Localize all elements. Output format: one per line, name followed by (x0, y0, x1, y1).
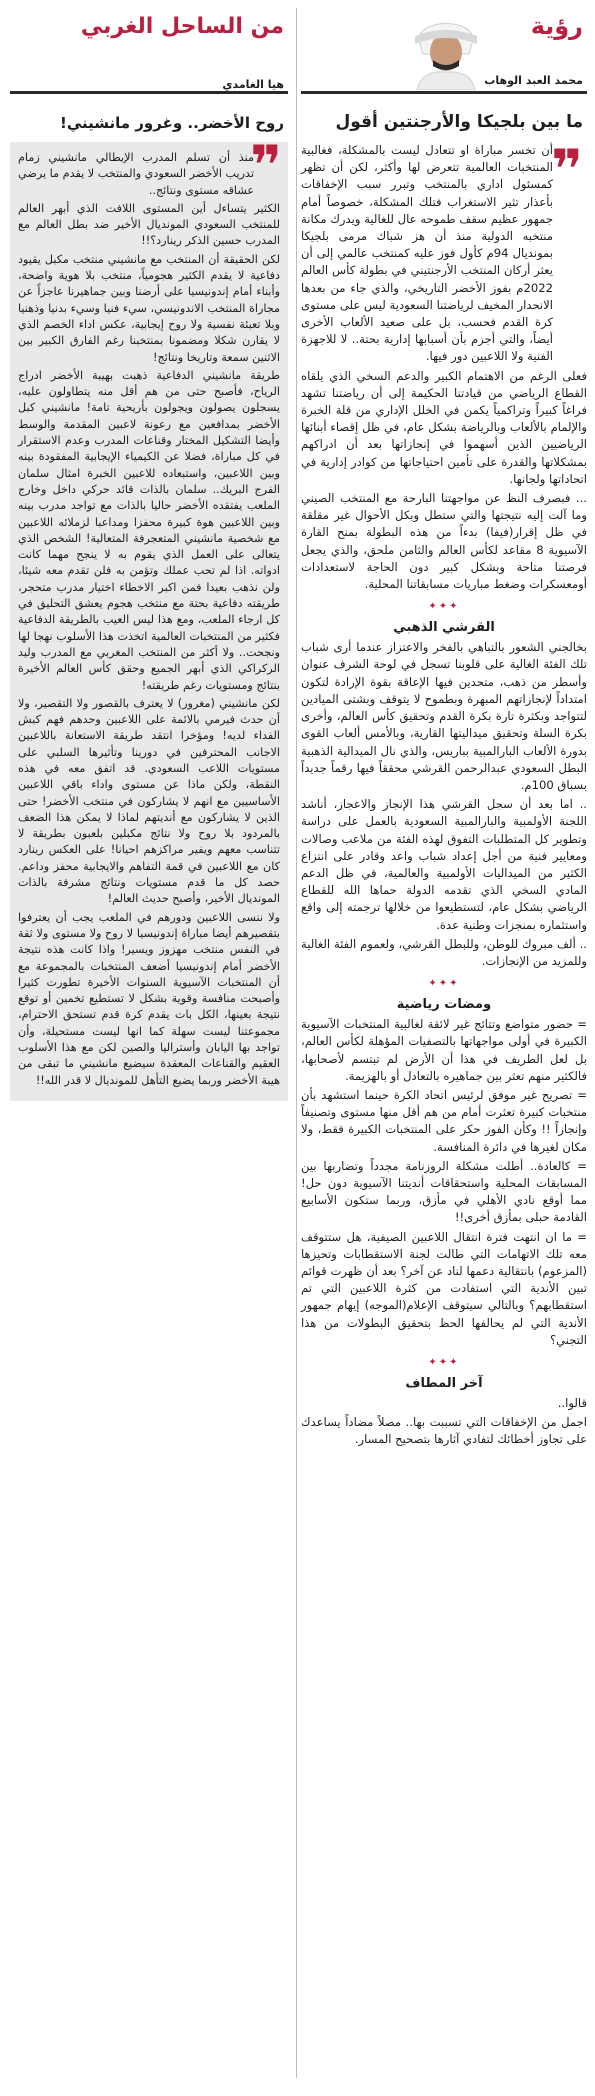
article-paragraph: ... فبصرف النظ عن مواجهتنا البارحة مع المنتخب الصيني وما آلت إليه نتيجتها والتي ستطل وبكل الأحوال غير مقلقة في ظل إقرار(فيفا) بدءاً من هذه البطولة بمنح القارة الآسيوية 8 مقاعد لكأس العالم والثامن ملحق، والذي يجعل فرصتنا متاحة وبشكل كبير دون الحاجة لاستعدادات أومعسكرات وضغط مباريات مسابقاتنا المحلية. (301, 491, 587, 592)
column-header (301, 8, 587, 94)
article-body (301, 138, 587, 366)
column-divider (296, 8, 297, 2078)
article-paragraph: بخالجني الشعور بالتباهي بالفخر والاعتزاز عندما أرى شباب تلك الفئة الغالية على قلوبنا تسجل في لوحة الشرف عنوان وأسطر من ذهب، متحدين فيها الإعاقة بقوة الإرادة لتكون امتداداً لإنجازاتهم المبهرة وبطموح لا يتوقف وبشتى الميادين لتتواجد وبكثرة تارة بكرة القدم وتحقيق كأس العالم، وأخرى بكرة السلة وتحقيق ميداليتها القارية، وبالأمس ألعاب القوى بدورة الألعاب البارالمبية بباريس، والذي نال الميدالية الذهبية البطل السعودي عبدالرحمن القرشي محققاً فيها رقماً جديداً بسباق 100م. (301, 640, 587, 792)
quote-mark-icon: ❞ (250, 134, 282, 197)
article-paragraph: اجمل من الإخفاقات التي تسببت بها.. مصلاً مضاداً يساعدك على تجاوز أخطائك لتفادي آثارها بتصحيح المسار. (301, 1415, 587, 1447)
article-paragraph: = كالعادة.. أطلت مشكلة الروزنامة مجدداً وتضاربها بين المسابقات المحلية واستحقاقات أنديتنا الآسيوية دون حل! مما أوقع نادي الأهلي في مأزق، وربما ستكون الأسابيع القادمة حبلى بمأزق أخرى!! (301, 1158, 587, 1225)
article-paragraph: = تصريح غير موفق لرئيس اتحاد الكرة حينما استشهد بأن منتخبات كبيرة تعثرت أمام من هم أقل منها مستوى وتصنيفاً وإنجازاً !! وكأن الفوز حكر على المنتخبات الكبيرة فقط، ولا مكان لغيرها في دائرة المنافسة. (301, 1087, 587, 1154)
column-author: هيا الغامدي (222, 78, 284, 91)
article-paragraph: ولا ننسى اللاعبين ودورهم في الملعب يجب أن يعترفوا بتقصيرهم أيضا مباراة إندونيسيا لا روح ولا مستوى ولا ثقة في النفس منتخب مهزوز ويسير! واذا كانت هذه نتيجة الأخضر أمام إندونيسيا أضعف المنتخبات بالمجموعة مع أن المنتخبات الآسيوية السنوات الأخيرة تطورت كثيرا وأصبحت منافسة وقوية بشكل لا تستطيع تخمين أو توقع نتيجة بعينها، الكل بات يقدم كرة قدم تستحق الاحترام، مجموعتنا ليست سهلة كما انها ليست مستحيلة، وأن تواجد بها اليابان وأستراليا والصين لكن مع هذا الأسلوب العقيم والقناعات المعقدة سيضيع مانشيني ما تبقى من هيبة الأخضر وربما يضيع التأهل للمونديال لا قدر الله!! (18, 910, 280, 1087)
article-paragraph: = حضور متواضع وتتائج غير لائقة لغالبية المنتخبات الآسيوية الكبيرة في أولى مواجهاتها بالتصفيات المؤهلة لكأس العالم، بل لعل الطريف في هذا أن الأرض لم تبتسم لأصحابها، فالكثير منهم تعثر بين جماهيره بالتعادل أو بالهزيمة. (301, 1017, 587, 1083)
article-paragraph: قالوا.. (557, 1396, 587, 1410)
quote-mark-icon: ❞ (551, 138, 583, 201)
column-kicker: من الساحل الغربي (80, 14, 284, 39)
column-vision (301, 8, 587, 1451)
column-west-coast (10, 8, 288, 1101)
subheading-flashes: ومضات رياضية (396, 997, 492, 1013)
article-paragraph: منذ أن تسلم المدرب الإيطالي مانشيني زمام تدريب الأخضر السعودي والمنتخب لا يقدم ما يرضي عشاقه مستوى ونتائج.. (18, 151, 254, 197)
article-paragraph: = ما ان انتهت فترة انتقال اللاعبين الصيفية، هل ستتوقف معه تلك الاتهامات التي طالت لجنة الاستقطابات وتحيزها (المزعوم) بانتقالية دعمها لناد عن آخر؟ بعد أن ظهرت قوائم تبين الأندية التي استفادت من كثرة اللاعبين التي تم استقطابهم؟ وبالتالي سيتوقف الإعلام(الموجه) إيهام جمهور الأندية التي لم يحالفها الحظ بتحقيق البطولات من هذا التجني؟ (301, 1229, 587, 1347)
article-body (10, 134, 288, 1101)
article-paragraph: لكن مانشيني (مغرور) لا يعترف بالقصور ولا التقصير، ولا أن حدث فيرمي بالائمة على اللاعبين وحدهم فهم كبش الفداء لديه! ومؤخرا انتقد طريقة الاستعانة باللاعبين الاجانب المحترفين في دورينا وتأثيرها السلبي على مستويات اللاعب السعودي. قد اتفق معه في هذه النقطة، ولكن ماذا عن مستوى واداء باقي اللاعبين الأساسيين مع انهم لا يشاركون في منتخب الأخضر! حتى الذين لا يشاركون مع أنديتهم لماذا لا يمكن هذا الضعف بالمردود بلا روح ولا نتائج مكبلين بلعبون بطريقة لا تتناسب معهم ويفير مراكزهم احيانا! على العكس رينارد كان مع اللاعبين في قمة التفاهم والايجابية محفز وداعم. حصد كل ما قدم مستويات ونتائج مشرفة بالذات المونديال الأخير، وأصبح حديث العالم! (18, 696, 280, 906)
section-separator: ✦✦✦ (428, 978, 460, 990)
article-title: ما بين بلجيكا والأرجنتين أقول (335, 112, 583, 132)
article-paragraph: الكثير يتساءل أين المستوى اللافت الذي أبهر العالم للمنتخب السعودي المونديال الأخير ضد بطل العالم مع المدرب حسين الذكر رينارد؟!! (18, 201, 280, 248)
article-paragraph: .. اما بعد أن سجل القرشي هذا الإنجاز والاعجاز، أناشد اللجنة الأولمبية والبارالمبية السعودية بالعمل على دراسة وتطوير كل المتطلبات التفوق لهذه الفئة من ملاعب وصالات ومعايير فنية من أجل إعداد شباب واعد وقادر على انتزاع الكثير من الميداليات الأولمبية والعالمية، في ظل الدعم المادي السخي الذي تقدمه الدولة حماها الله للقطاع الرياضي بشكل عام، لتستطيعوا من خلالها ترجمته إلى واقع واستثماره بمنجزات وطنية عدة. (301, 797, 587, 932)
subheading-final: آخر المطاف (405, 1376, 483, 1391)
section-separator: ✦✦✦ (428, 1357, 460, 1368)
column-header (10, 8, 288, 94)
author-portrait (411, 10, 481, 90)
article-title: روح الأخضر.. وغرور مانشيني! (59, 114, 284, 132)
article-paragraph: أن تخسر مباراة او تتعادل ليست بالمشكلة، فغالبية المنتخبات العالمية تتعرض لها وأكثر، لكن أن تظهر كمسئول اداري بالمنتخب وتبرر سبب الإخفاقات بأعذار تثير الاستغراب فتلك المشكلة، خصوصاً أمام جمهور عظيم سقف طموحه عال للغالية ويدرك مكانة منتخبه الدولية منذ أن هز شباك مرمى بلجيكا بمونديال 94م كأول فوز عليه كمنتخب عالمي إلى أن يعثر أركان المنتخب الأرجنتيني في بطولة كأس العالم 2022م بفوز الأخضر التاريخي، والذي جاء من بعدها الانحدار المخيف لرياضتنا السعودية ليس على مستوى كرة القدم فحسب، بل على صعيد الألعاب الأخرى أيضاً، والتي أجزم بأن أسبابها إدارية بحتة.. لا للاجهزة الفنية ولا اللاعبين دور فيها. (301, 143, 553, 364)
article-paragraph: لكن الحقيقة أن المنتخب مع مانشيني منتخب مكبل يقيود دفاعية لا يقدم الكثير هجومياً، منتخب بلا هوية واضحة، وأبناء أمام إندونيسيا على أرضنا وبين جماهيرنا عاجزاً عن مجاراة المنتخب الاندونيسي، سيء فنيا وسيء بدنيا وذهنيا وبلا تعبئة نفسية ولا روح إيجابية، عكس اداء الخصم الذي لا يقارن شكلا ومضمونا بمنتخبنا رغم الفارق الكبير بين الاثنين سمعة وتاريخا ونتائج! (18, 252, 280, 364)
article-paragraph: طريقة مانشيني الدفاعية ذهبت بهيبة الأخضر ادراج الرياح، فأصبح حتى من هم أقل منه يتطاولون عليه، يسجلون يصولون ويجولون بأريحية تامة! مانشيني كبل الأخضر بمدافعين مع رعونة لاعبين المقدمة والوسط وأيضا التشكيل المختار وقناعات المدرب وعدم الاستقرار في كل مباراة، فضلا عن الكيمياء الإيجابية المفقودة بينه وبين اللاعبين، واستبعاده للاعبين الخبرة امثال سلمان الفرج البريك.. سلمان بالذات قائد حركي داخل وخارج الملعب يفتقده الأخضر حاليا بالذات مع تواجد مدرب بينه وبين اللاعبين هوة كبيرة محفزا ومداعبا لزملائه اللاعبين مع شخصية مانشيني المتعجرفة المتعالية! الشخص الذي يتعالى على العمل الذي يقوم به لا ينجح مهما كانت ادواته. اذا لم تحب عملك وتؤمن به فلن تقدم معه شيئا، ولن نذهب بعيدا فمن اكبر الاخطاء اختيار مدرب متحجر، طريقته دفاعية بحتة مع منتخب هجوم يعشق التحليق في كل ارجاء الملعب، ومع هذا ليس العيب بالطريقة الدفاعية فكثير من المنتخبات العالمية اتخذت هذا الأسلوب نهجا لها ونجحت.. ولا أكثر من المنتخب المغربي مع المدرب وليد الركراكي الذي أبهر الجميع وحقق كأس العالم الأخيرة بنتائج ومستويات رغم طريقته! (18, 368, 280, 692)
subheading-qurashi: القرشي الذهبي (393, 620, 495, 636)
column-author: محمد العبد الوهاب (484, 74, 583, 87)
article-paragraph: فعلى الرغم من الاهتمام الكبير والدعم السخي الذي يلقاه القطاع الرياضي من قيادتنا الحكيمة إلى أن رياضتنا تشهد فراغاً كبيراً وتراكمياً يكمن في الخلل الإداري من قلة الخبرة والإلمام بالألعاب وبالرياضة بشكل عام، في ظل إقصاء أبنائها الرياضيين الذين أسهموا في إنجازاتها بعد أن ادراكهم بمشكلاتها والقدرة على تأمين احتياجاتها من كوادر إدارية في اتحاداتها ولجانها. (301, 368, 587, 486)
article-paragraph: .. ألف مبروك للوطن، وللبطل القرشي، ولعموم الفئة الغالية وللمزيد من الإنجازات. (301, 936, 587, 968)
section-separator: ✦✦✦ (428, 601, 460, 613)
column-kicker: رؤية (530, 12, 583, 40)
